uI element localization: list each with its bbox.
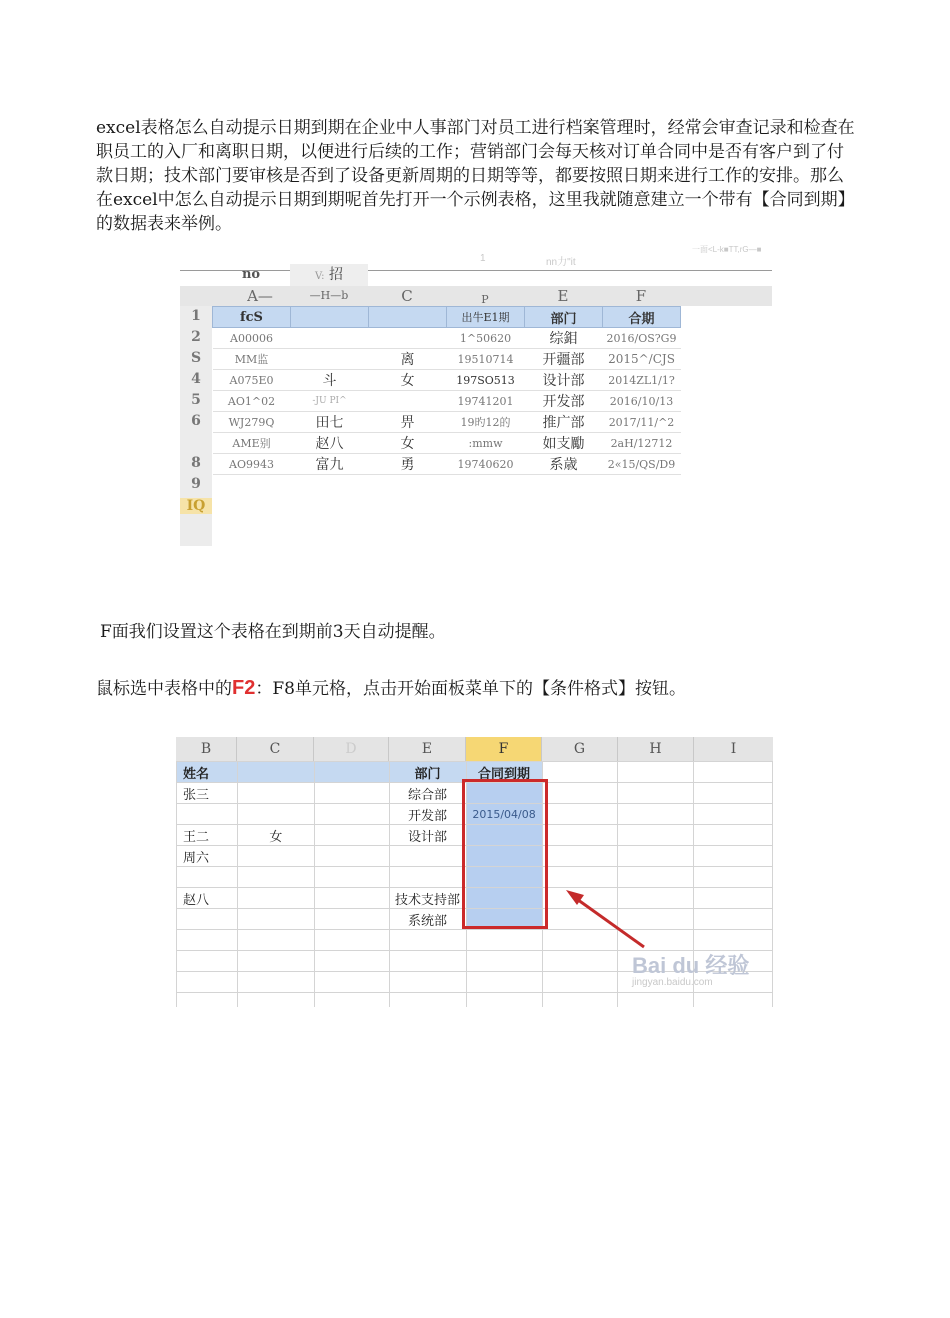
col-header[interactable]: F — [635, 287, 647, 305]
col-header[interactable]: C — [237, 737, 314, 761]
row-header[interactable]: 8 — [191, 455, 201, 471]
cell[interactable]: 姓名 — [177, 762, 238, 783]
col-header[interactable]: D — [314, 737, 389, 761]
cell[interactable]: 19740620 — [447, 454, 525, 475]
cell[interactable]: 部门 — [389, 762, 466, 783]
cell[interactable]: 出牛E1期 — [447, 307, 525, 328]
row-header[interactable]: 9 — [191, 476, 201, 492]
cell[interactable]: 斗 — [291, 370, 369, 391]
cell[interactable]: A075E0 — [213, 370, 291, 391]
row-header[interactable]: IQ — [180, 498, 212, 514]
instruction-text-before: 鼠标选中表格中的 — [96, 679, 232, 699]
cell[interactable]: 张三 — [177, 783, 238, 804]
cell[interactable]: 田七 — [291, 412, 369, 433]
reminder-paragraph — [100, 620, 864, 644]
row-header[interactable]: 6 — [191, 413, 201, 429]
table-row — [213, 370, 681, 391]
col-header[interactable]: G — [542, 737, 618, 761]
arrow-shaft — [574, 897, 644, 947]
cell[interactable]: 设计部 — [389, 825, 466, 846]
cell[interactable]: 2016/OS?G9 — [603, 328, 681, 349]
table-row — [213, 328, 681, 349]
col-header[interactable]: I — [694, 737, 773, 761]
cell[interactable]: -JU PI^ — [291, 391, 369, 412]
fx-prefix: V: — [314, 271, 325, 282]
name-box[interactable]: no — [241, 267, 261, 282]
cell[interactable]: 197SO513 — [447, 370, 525, 391]
cell[interactable]: 赵八 — [177, 888, 238, 909]
cell[interactable]: 2015/04/08 — [466, 804, 542, 825]
cell[interactable]: 女 — [237, 825, 314, 846]
faint-label: 1 — [480, 253, 486, 264]
cell[interactable]: 2016/10/13 — [603, 391, 681, 412]
cell[interactable]: 如支勵 — [525, 433, 603, 454]
col-header[interactable]: C — [401, 287, 413, 305]
col-header[interactable]: P — [481, 293, 489, 306]
intro-paragraph — [96, 116, 860, 236]
table-row — [213, 433, 681, 454]
baidu-watermark-url: jingyan.baidu.com — [632, 977, 713, 988]
cell[interactable]: 综合部 — [389, 783, 466, 804]
col-header-selected[interactable]: F — [466, 737, 542, 761]
cell[interactable]: 设计部 — [525, 370, 603, 391]
row-header[interactable]: 5 — [191, 392, 201, 408]
cell[interactable]: 合期 — [603, 307, 681, 328]
cell[interactable]: 王二 — [177, 825, 238, 846]
spreadsheet-screenshot-2 — [176, 737, 773, 1007]
table-row — [213, 391, 681, 412]
cell[interactable] — [369, 328, 447, 349]
cell[interactable]: 技术支持部 — [389, 888, 466, 909]
cell[interactable]: 19510714 — [447, 349, 525, 370]
spreadsheet-screenshot-1 — [180, 244, 772, 546]
table-row — [213, 454, 681, 475]
row-header[interactable]: S — [190, 350, 202, 366]
baidu-watermark: Bai du 经验 — [632, 953, 750, 978]
cell[interactable]: MM监 — [213, 349, 291, 370]
cell[interactable]: AME别 — [213, 433, 291, 454]
cell[interactable]: 2«15/QS/D9 — [603, 454, 681, 475]
cell[interactable]: 2017/11/^2 — [603, 412, 681, 433]
sheet1-grid — [212, 306, 681, 475]
col-header[interactable]: E — [389, 737, 466, 761]
row-header[interactable]: 4 — [191, 371, 201, 387]
reminder-text: F面我们设置这个表格在到期前3天自动提醒。 — [100, 622, 446, 642]
row-header[interactable]: 1 — [191, 308, 201, 324]
cell[interactable] — [291, 349, 369, 370]
instruction-text-after: ：F8单元格，点击开始面板菜单下的【条件格式】按钮。 — [255, 679, 686, 699]
cell[interactable]: WJ279Q — [213, 412, 291, 433]
intro-text: excel表格怎么自动提示日期到期在企业中人事部门对员工进行档案管理时，经常会审查记录和检查在职员工的入厂和离职日期，以便进行后续的工作；营销部门会每天核对订单合同中是否有客户到了付款日期；技术部门要审核是否到了设备更新周期的日期等等，都要按照日期来进行工作的安排。那么在excel中怎么自动提示日期到期呢首先打开一个示例表格，这里我就随意建立一个带有【合同到期】的数据表来举例。 — [96, 118, 855, 234]
cell[interactable] — [291, 328, 369, 349]
col-header[interactable]: E — [557, 287, 569, 305]
cell[interactable]: 周六 — [177, 846, 238, 867]
cell[interactable]: 畀 — [369, 412, 447, 433]
row-header[interactable]: 2 — [191, 329, 201, 345]
instruction-paragraph — [96, 676, 860, 701]
cell[interactable]: 1^50620 — [447, 328, 525, 349]
cell[interactable]: A00006 — [213, 328, 291, 349]
cell[interactable]: 富九 — [291, 454, 369, 475]
cell[interactable]: 开发部 — [525, 391, 603, 412]
cell[interactable]: fcS — [213, 307, 291, 328]
header-row — [213, 307, 681, 328]
cell[interactable] — [369, 391, 447, 412]
fx-value: 招 — [329, 267, 344, 283]
table-row — [213, 349, 681, 370]
cell[interactable]: :mmw — [447, 433, 525, 454]
cell[interactable]: 开疆部 — [525, 349, 603, 370]
cell[interactable]: 女 — [369, 370, 447, 391]
cell[interactable]: 离 — [369, 349, 447, 370]
cell[interactable]: 赵八 — [291, 433, 369, 454]
cell[interactable]: 女 — [369, 433, 447, 454]
row-headers — [180, 306, 212, 546]
cell[interactable]: 19旳12的 — [447, 412, 525, 433]
cell[interactable]: 推广部 — [525, 412, 603, 433]
col-header[interactable]: A— — [247, 287, 273, 305]
cell[interactable]: AO1^02 — [213, 391, 291, 412]
table-row — [213, 412, 681, 433]
cell[interactable]: 部门 — [525, 307, 603, 328]
cell[interactable]: 勇 — [369, 454, 447, 475]
cell[interactable]: 2014ZL1/1? — [603, 370, 681, 391]
faint-label: nn力"it — [546, 257, 576, 268]
col-header[interactable]: B — [176, 737, 237, 761]
cell[interactable]: 系歳 — [525, 454, 603, 475]
faint-label: 一面<L-k■TT,rG—■ — [692, 245, 762, 254]
cell[interactable]: 19741201 — [447, 391, 525, 412]
cell[interactable] — [291, 307, 369, 328]
cell[interactable]: 系统部 — [389, 909, 466, 930]
cell[interactable]: 综鉬 — [525, 328, 603, 349]
column-headers — [180, 286, 772, 306]
f2-highlight: F2 — [232, 677, 256, 699]
col-header[interactable]: —H—b — [309, 289, 349, 302]
cell[interactable] — [369, 307, 447, 328]
cell[interactable]: 开发部 — [389, 804, 466, 825]
formula-input[interactable] — [290, 264, 368, 286]
cell[interactable]: 合同到期 — [466, 762, 542, 783]
col-header[interactable]: H — [618, 737, 694, 761]
cell[interactable]: 2aH/12712 — [603, 433, 681, 454]
cell[interactable]: 2015^/CJS — [603, 349, 681, 370]
cell[interactable]: AO9943 — [213, 454, 291, 475]
